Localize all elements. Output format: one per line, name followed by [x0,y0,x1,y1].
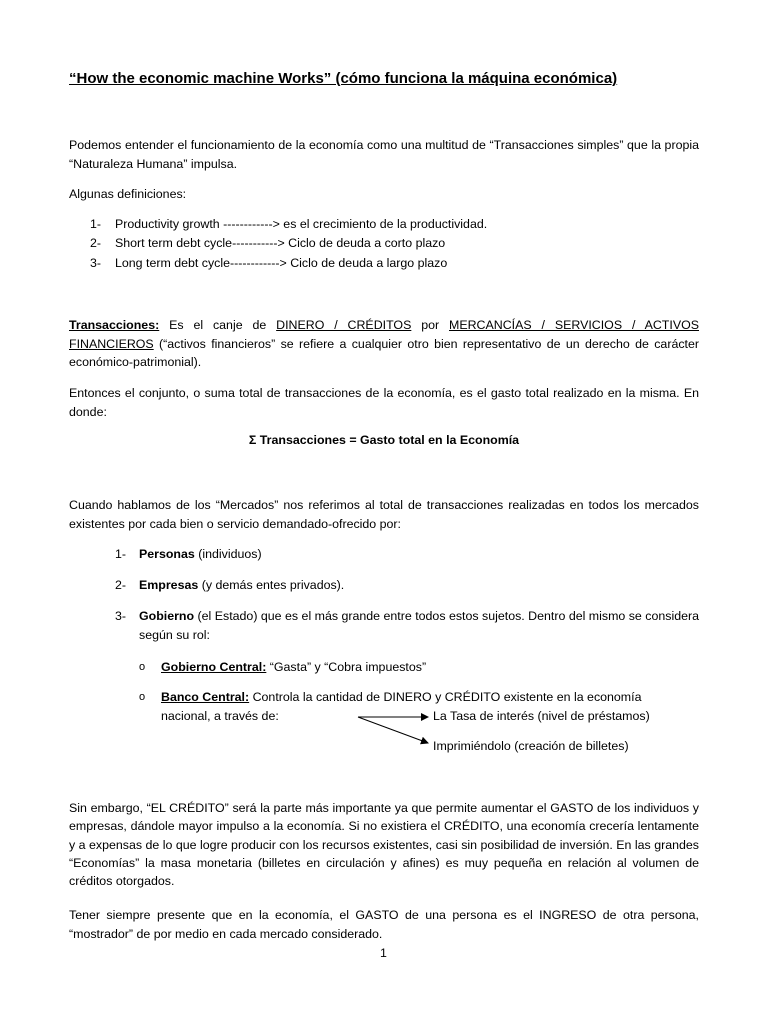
text-span: (el Estado) que es el más grande entre todos estos sujetos. Dentro del mismo se considera según su rol: [139,609,699,642]
text-span: “Gasta” y “Cobra impuestos” [266,660,427,674]
sujeto-name: Gobierno [139,609,195,623]
bullet-icon: o [139,691,146,703]
list-item [139,545,262,563]
document-title: “How the economic machine Works” (cómo funciona la máquina económica) [69,70,618,87]
intro-paragraph: Podemos entender el funcionamiento de la economía como una multitud de “Transacciones simples” que la propia “Naturaleza Humana” impulsa. [69,138,699,171]
arrow-target: La Tasa de interés (nivel de préstamos) [433,709,650,723]
mercancias-servicios: MERCANCÍAS / SERVICIOS / ACTIVOS FINANCIEROS [69,318,699,351]
list-item [139,576,344,594]
role-label: Banco Central: [161,690,250,704]
text-span: Es el canje de [159,318,277,332]
list-item: Short term debt cycle-----------> Ciclo de deuda a corto plazo [115,236,446,250]
page-number: 1 [380,946,387,960]
sujeto-name: Personas [139,547,195,561]
list-number: 3- [90,256,102,270]
definitions-heading: Algunas definiciones: [69,187,187,201]
list-number: 1- [115,547,127,561]
list-item [139,607,699,644]
transacciones-label: Transacciones: [69,318,160,332]
arrow-icon [358,717,428,743]
text-span: nacional, a través de: [161,709,279,723]
list-item: Productivity growth ------------> es el crecimiento de la productividad. [115,217,488,231]
text-span: Controla la cantidad de DINERO y CRÉDITO existente en la economía [249,690,642,704]
list-item: Long term debt cycle------------> Ciclo de deuda a largo plazo [115,256,448,270]
list-number: 2- [115,578,127,592]
arrow-target: Imprimiéndolo (creación de billetes) [433,739,629,753]
mercados-paragraph: Cuando hablamos de los “Mercados” nos referimos al total de transacciones realizadas en todos los mercados existentes por cada bien o servicio demandado-ofrecido por: [69,498,699,531]
credito-paragraph: Sin embargo, “EL CRÉDITO” será la parte más importante ya que permite aumentar el GASTO de los individuos y empresas, dándole mayor impulso a la economía. Si no existiera el CRÉDITO, una economía crecería lentamente y a expensas de lo que logre producir con los recursos existentes, casi sin posibilidad de inversión. En las grandes “Economías” la masa monetaria (billetes en circulación y afines) es muy pequeña en relación al volumen de créditos otorgados. [69,801,699,889]
tener-paragraph: Tener siempre presente que en la economía, el GASTO de una persona es el INGRESO de otra persona, “mostrador” de por medio en cada mercado considerado. [69,908,699,941]
list-number: 3- [115,609,127,623]
list-item [161,688,699,707]
text-span: (y demás entes privados). [198,578,345,592]
role-label: Gobierno Central: [161,660,267,674]
sujeto-name: Empresas [139,578,199,592]
list-number: 1- [90,217,102,231]
text-span: (individuos) [194,547,262,561]
list-item [161,658,426,676]
arrow-diagram [350,708,434,748]
text-span: por [411,318,450,332]
text-span: (“activos financieros” se refiere a cualquier otro bien representativo de un derecho de carácter económico-patrimonial). [69,336,699,369]
formula: Σ Transacciones = Gasto total en la Economía [248,433,520,447]
bullet-icon: o [139,661,146,673]
transacciones-paragraph [69,316,699,372]
entonces-paragraph: Entonces el conjunto, o suma total de transacciones de la economía, es el gasto total realizado en la misma. En donde: [69,386,699,419]
list-number: 2- [90,236,102,250]
dinero-creditos: DINERO / CRÉDITOS [276,318,412,332]
